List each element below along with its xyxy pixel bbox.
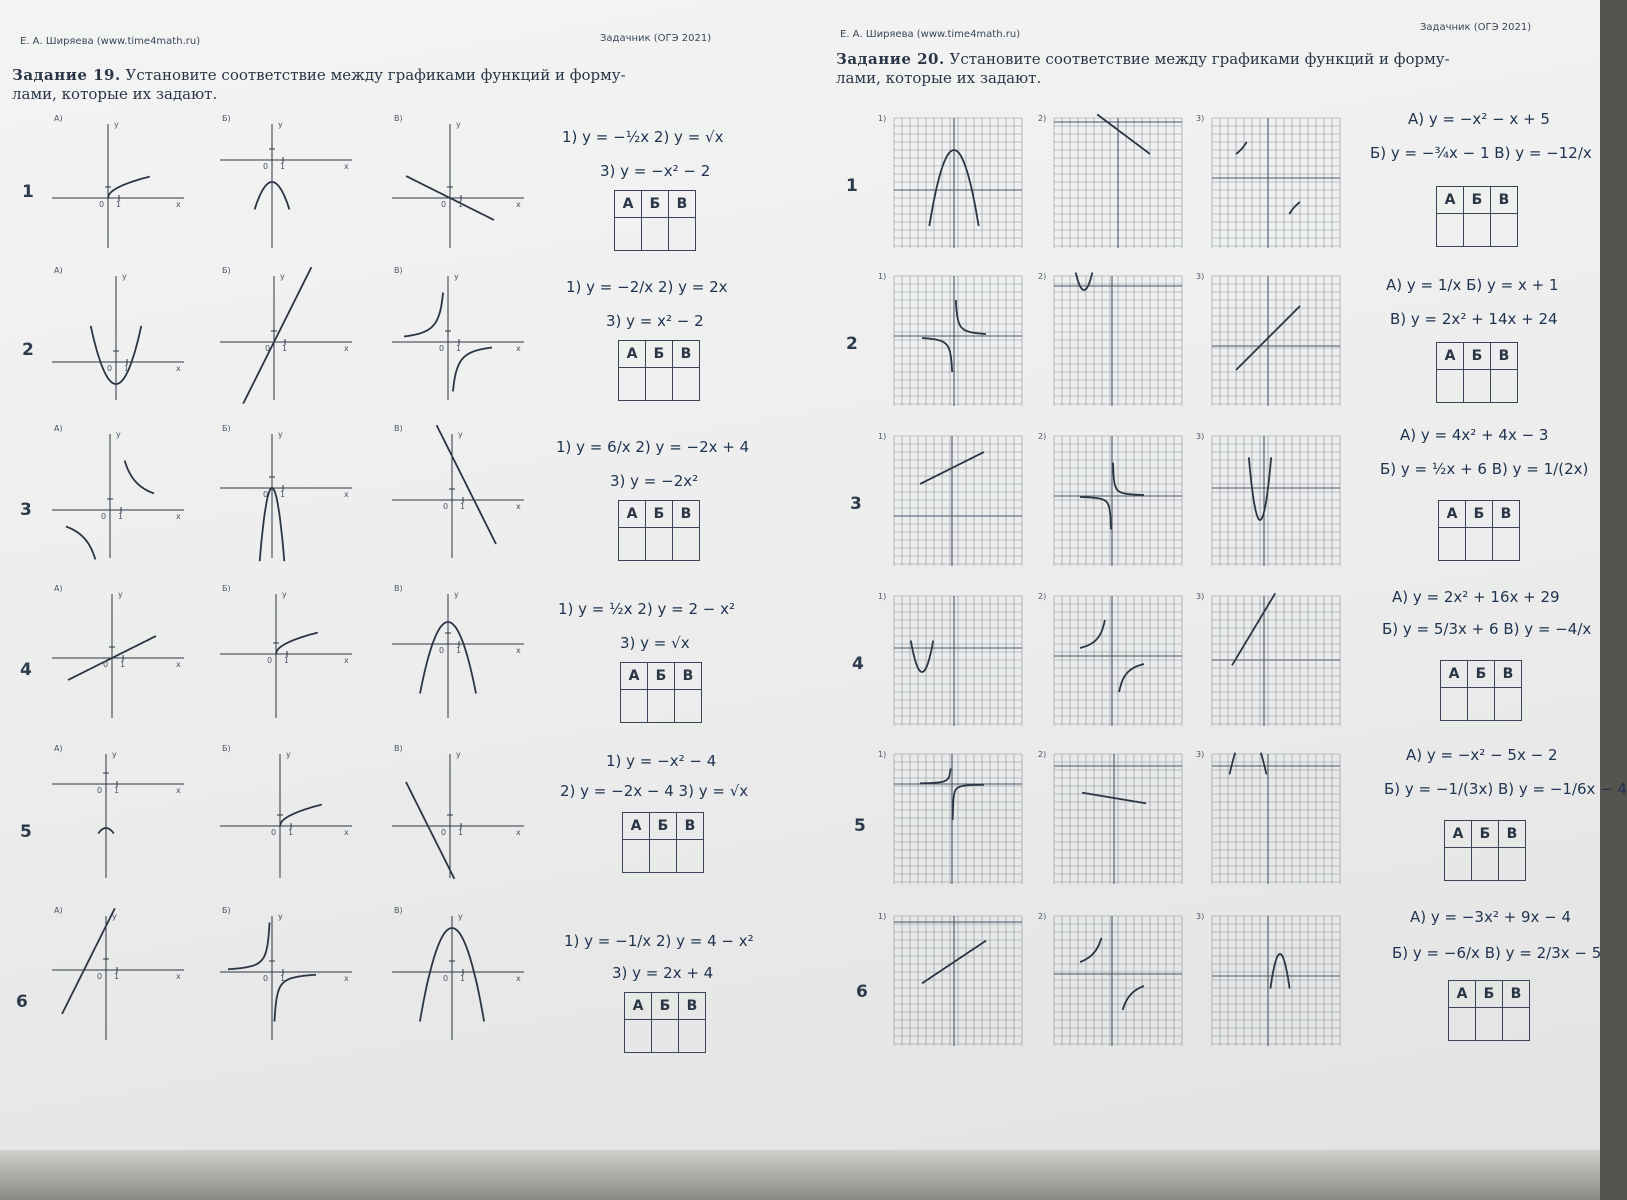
answer-cell[interactable] [1495, 688, 1522, 721]
answer-table [1436, 342, 1518, 403]
origin-label: 0 [97, 972, 103, 981]
function-graph [1054, 596, 1182, 726]
panel-label: А) [54, 114, 63, 123]
panel-label: В) [394, 114, 403, 123]
answer-table [618, 500, 700, 561]
answer-cell[interactable] [1503, 1008, 1530, 1041]
answer-table [624, 992, 706, 1053]
function-graph [1212, 596, 1340, 726]
function-graph [392, 910, 524, 1040]
answer-header-v: В [673, 501, 700, 528]
answer-header-b: Б [646, 501, 673, 528]
answer-header-b: Б [642, 191, 669, 218]
answer-header-v: В [677, 813, 704, 840]
row-number: 5 [854, 816, 866, 836]
unit-label: 1 [124, 364, 130, 373]
answer-header-b: Б [648, 663, 675, 690]
task19-title [12, 66, 626, 104]
row-number: 2 [846, 334, 858, 354]
answer-cell[interactable] [1445, 848, 1472, 881]
origin-label: 0 [97, 786, 103, 795]
y-axis-label: y [280, 272, 285, 281]
function-graph [894, 276, 1022, 406]
function-curve [243, 267, 311, 403]
function-curve [953, 785, 984, 820]
function-curve [437, 425, 496, 544]
y-axis-label: y [112, 912, 117, 921]
y-axis-label: y [454, 272, 459, 281]
panel-label: 3) [1196, 432, 1205, 441]
task19-label: Задание 19. [12, 66, 121, 84]
answer-table [622, 812, 704, 873]
y-axis-label: y [278, 912, 283, 921]
formula-line: 1) y = 6/x 2) y = −2x + 4 [556, 438, 750, 456]
row-number: 4 [20, 660, 32, 680]
formula-line: А) y = −x² − 5x − 2 [1406, 746, 1558, 764]
answer-header-b: Б [1472, 821, 1499, 848]
unit-label: 1 [118, 512, 124, 521]
answer-cell[interactable] [646, 528, 673, 561]
panel-label: 2) [1038, 114, 1047, 123]
y-axis-label: y [456, 750, 461, 759]
row-number: 1 [22, 182, 34, 202]
unit-label: 1 [116, 200, 122, 209]
x-axis-label: x [516, 344, 521, 353]
panel-label: 1) [878, 272, 887, 281]
x-axis-label: x [516, 974, 521, 983]
answer-cell[interactable] [646, 368, 673, 401]
origin-label: 0 [439, 646, 445, 655]
answer-header-v: В [1495, 661, 1522, 688]
panel-label: 1) [878, 750, 887, 759]
y-axis-label: y [116, 430, 121, 439]
answer-header-a: А [615, 191, 642, 218]
task20-label: Задание 20. [836, 50, 945, 68]
x-axis-label: x [344, 828, 349, 837]
answer-header-a: А [1449, 981, 1476, 1008]
function-graph [220, 428, 352, 558]
function-graph [392, 270, 524, 400]
y-axis-label: y [278, 120, 283, 129]
origin-label: 0 [439, 344, 445, 353]
panel-label: В) [394, 584, 403, 593]
origin-label: 0 [107, 364, 113, 373]
answer-header-a: А [625, 993, 652, 1020]
answer-cell[interactable] [1439, 528, 1466, 561]
answer-cell[interactable] [650, 840, 677, 873]
function-graph [392, 118, 524, 248]
x-axis-label: x [516, 646, 521, 655]
function-graph [220, 118, 352, 248]
y-axis-label: y [122, 272, 127, 281]
answer-header-v: В [1493, 501, 1520, 528]
origin-label: 0 [271, 828, 277, 837]
panel-label: 3) [1196, 114, 1205, 123]
function-graph [894, 754, 1022, 884]
function-graph [392, 748, 524, 878]
panel-label: 1) [878, 912, 887, 921]
row-number: 2 [22, 340, 34, 360]
row-number: 5 [20, 822, 32, 842]
x-axis-label: x [344, 974, 349, 983]
function-graph [392, 428, 524, 558]
panel-label: 2) [1038, 912, 1047, 921]
x-axis-label: x [344, 656, 349, 665]
formula-line: А) y = −3x² + 9x − 4 [1410, 908, 1572, 926]
function-graph [52, 118, 184, 248]
task20-title [836, 50, 1450, 88]
answer-cell[interactable] [642, 218, 669, 251]
unit-label: 1 [114, 972, 120, 981]
answer-header-b: Б [652, 993, 679, 1020]
function-graph [52, 588, 184, 718]
function-curve [280, 805, 322, 826]
function-curve [920, 769, 951, 784]
panel-label: Б) [222, 744, 231, 753]
answer-table [1438, 500, 1520, 561]
function-graph [1212, 118, 1340, 248]
answer-header-v: В [1503, 981, 1530, 1008]
origin-label: 0 [263, 162, 269, 171]
unit-label: 1 [120, 660, 126, 669]
answer-header-v: В [1491, 343, 1518, 370]
function-curve [911, 641, 933, 672]
answer-table [1440, 660, 1522, 721]
right-source: Задачник (ОГЭ 2021) [1420, 22, 1532, 33]
answer-cell[interactable] [1464, 370, 1491, 403]
origin-label: 0 [263, 490, 269, 499]
task19-text: Установите соответствие между графиками функций и форму- [125, 66, 626, 84]
panel-label: А) [54, 906, 63, 915]
left-source: Задачник (ОГЭ 2021) [600, 33, 712, 44]
function-curve [1080, 497, 1111, 529]
x-axis-label: x [344, 344, 349, 353]
formula-line: 3) y = 2x + 4 [612, 964, 714, 982]
answer-header-a: А [1441, 661, 1468, 688]
left-author: Е. А. Ширяева (www.time4math.ru) [20, 36, 201, 47]
unit-label: 1 [280, 974, 286, 983]
answer-header-v: В [679, 993, 706, 1020]
function-curve [276, 633, 318, 654]
answer-table [614, 190, 696, 251]
answer-header-a: А [1439, 501, 1466, 528]
panel-label: 1) [878, 432, 887, 441]
answer-cell[interactable] [648, 690, 675, 723]
formula-line: Б) y = −¾x − 1 В) y = −12/x [1370, 144, 1592, 162]
y-axis-label: y [286, 750, 291, 759]
answer-cell[interactable] [1437, 370, 1464, 403]
function-graph [220, 910, 352, 1040]
unit-label: 1 [460, 974, 466, 983]
panel-label: 3) [1196, 912, 1205, 921]
formula-line: 3) y = x² − 2 [606, 312, 704, 330]
function-curve [956, 300, 986, 334]
y-axis-label: y [278, 430, 283, 439]
formula-line: 2) y = −2x − 4 3) y = √x [560, 782, 749, 800]
function-graph [1054, 916, 1182, 1046]
formula-line: 1) y = −x² − 4 [606, 752, 717, 770]
function-curve [1080, 938, 1101, 962]
origin-label: 0 [265, 344, 271, 353]
y-axis-label: y [454, 590, 459, 599]
formula-line: Б) y = −6/x В) y = 2/3x − 5 [1392, 944, 1602, 962]
answer-cell[interactable] [675, 690, 702, 723]
function-graph [220, 748, 352, 878]
function-graph [220, 270, 352, 400]
row-number: 1 [846, 176, 858, 196]
formula-line: А) y = −x² − x + 5 [1408, 110, 1550, 128]
unit-label: 1 [458, 200, 464, 209]
answer-header-b: Б [650, 813, 677, 840]
function-curve [1289, 202, 1300, 214]
x-axis-label: x [516, 200, 521, 209]
answer-header-b: Б [1464, 187, 1491, 214]
function-graph [52, 748, 184, 878]
right-author: Е. А. Ширяева (www.time4math.ru) [840, 29, 1021, 40]
x-axis-label: x [516, 502, 521, 511]
task20-text: Установите соответствие между графиками функций и форму- [949, 50, 1450, 68]
answer-header-a: А [619, 501, 646, 528]
answer-header-a: А [1437, 187, 1464, 214]
formula-line: А) y = 1/x Б) y = x + 1 [1386, 276, 1559, 294]
panel-label: А) [54, 744, 63, 753]
unit-label: 1 [460, 502, 466, 511]
row-number: 6 [16, 992, 28, 1012]
unit-label: 1 [280, 490, 286, 499]
panel-label: 2) [1038, 432, 1047, 441]
function-graph [1212, 754, 1340, 884]
answer-cell[interactable] [621, 690, 648, 723]
answer-cell[interactable] [1449, 1008, 1476, 1041]
answer-cell[interactable] [1441, 688, 1468, 721]
function-curve [1113, 463, 1144, 495]
answer-header-a: А [1437, 343, 1464, 370]
answer-cell[interactable] [1464, 214, 1491, 247]
panel-label: Б) [222, 424, 231, 433]
function-graph [894, 916, 1022, 1046]
formula-line: Б) y = ½x + 6 В) y = 1/(2x) [1380, 460, 1589, 478]
formula-line: 3) y = √x [620, 634, 690, 652]
formula-line: Б) y = 5/3x + 6 В) y = −4/x [1382, 620, 1592, 638]
answer-cell[interactable] [673, 528, 700, 561]
answer-header-b: Б [1466, 501, 1493, 528]
panel-label: А) [54, 584, 63, 593]
answer-header-a: А [623, 813, 650, 840]
answer-table [618, 340, 700, 401]
answer-cell[interactable] [1491, 370, 1518, 403]
answer-cell[interactable] [625, 1020, 652, 1053]
function-curve [404, 293, 443, 337]
function-curve [453, 348, 492, 392]
answer-cell[interactable] [1437, 214, 1464, 247]
function-graph [894, 596, 1022, 726]
panel-label: В) [394, 266, 403, 275]
answer-cell[interactable] [619, 528, 646, 561]
origin-label: 0 [443, 502, 449, 511]
answer-cell[interactable] [1491, 214, 1518, 247]
panel-label: Б) [222, 584, 231, 593]
answer-cell[interactable] [652, 1020, 679, 1053]
unit-label: 1 [288, 828, 294, 837]
answer-header-v: В [1491, 187, 1518, 214]
answer-cell[interactable] [615, 218, 642, 251]
row-number: 3 [20, 500, 32, 520]
unit-label: 1 [280, 162, 286, 171]
x-axis-label: x [344, 162, 349, 171]
function-curve [62, 908, 115, 1014]
panel-label: 3) [1196, 272, 1205, 281]
unit-label: 1 [456, 344, 462, 353]
x-axis-label: x [176, 972, 181, 981]
answer-cell[interactable] [673, 368, 700, 401]
panel-label: Б) [222, 266, 231, 275]
origin-label: 0 [443, 974, 449, 983]
y-axis-label: y [282, 590, 287, 599]
formula-line: В) y = 2x² + 14x + 24 [1390, 310, 1558, 328]
formula-line: А) y = 2x² + 16x + 29 [1392, 588, 1560, 606]
panel-label: В) [394, 906, 403, 915]
function-graph [1212, 916, 1340, 1046]
panel-label: 1) [878, 592, 887, 601]
answer-header-b: Б [1464, 343, 1491, 370]
answer-cell[interactable] [1476, 1008, 1503, 1041]
panel-label: А) [54, 266, 63, 275]
y-axis-label: y [458, 912, 463, 921]
answer-cell[interactable] [679, 1020, 706, 1053]
panel-label: А) [54, 424, 63, 433]
answer-header-b: Б [1476, 981, 1503, 1008]
answer-cell[interactable] [1472, 848, 1499, 881]
answer-table [1444, 820, 1526, 881]
formula-line: 1) y = −1/x 2) y = 4 − x² [564, 932, 754, 950]
formula-line: 3) y = −2x² [610, 472, 699, 490]
panel-label: 3) [1196, 592, 1205, 601]
formula-line: 1) y = −½x 2) y = √x [562, 128, 724, 146]
answer-header-v: В [673, 341, 700, 368]
function-graph [52, 270, 184, 400]
origin-label: 0 [99, 200, 105, 209]
x-axis-label: x [176, 364, 181, 373]
origin-label: 0 [103, 660, 109, 669]
panel-label: 3) [1196, 750, 1205, 759]
function-graph [894, 118, 1022, 248]
unit-label: 1 [284, 656, 290, 665]
origin-label: 0 [101, 512, 107, 521]
function-graph [1212, 436, 1340, 566]
function-graph [1054, 276, 1182, 406]
answer-cell[interactable] [1493, 528, 1520, 561]
function-curve [228, 923, 270, 970]
answer-cell[interactable] [1466, 528, 1493, 561]
function-graph [52, 428, 184, 558]
origin-label: 0 [263, 974, 269, 983]
answer-header-v: В [669, 191, 696, 218]
origin-label: 0 [441, 828, 447, 837]
unit-label: 1 [114, 786, 120, 795]
x-axis-label: x [176, 786, 181, 795]
panel-label: 1) [878, 114, 887, 123]
answer-table [1448, 980, 1530, 1041]
panel-label: В) [394, 744, 403, 753]
task20-text-2: лами, которые их задают. [836, 69, 1042, 87]
x-axis-label: x [176, 660, 181, 669]
x-axis-label: x [344, 490, 349, 499]
function-graph [1212, 276, 1340, 406]
row-number: 4 [852, 654, 864, 674]
function-curve [1230, 753, 1267, 775]
unit-label: 1 [282, 344, 288, 353]
formula-line: 1) y = ½x 2) y = 2 − x² [558, 600, 736, 618]
answer-cell[interactable] [623, 840, 650, 873]
y-axis-label: y [114, 120, 119, 129]
origin-label: 0 [441, 200, 447, 209]
answer-table [620, 662, 702, 723]
panel-label: В) [394, 424, 403, 433]
formula-line: 3) y = −x² − 2 [600, 162, 711, 180]
unit-label: 1 [456, 646, 462, 655]
y-axis-label: y [118, 590, 123, 599]
answer-cell[interactable] [669, 218, 696, 251]
answer-header-a: А [621, 663, 648, 690]
answer-cell[interactable] [1499, 848, 1526, 881]
answer-cell[interactable] [619, 368, 646, 401]
function-graph [1054, 436, 1182, 566]
y-axis-label: y [112, 750, 117, 759]
function-curve [125, 461, 154, 494]
answer-cell[interactable] [677, 840, 704, 873]
function-curve [66, 527, 95, 560]
y-axis-label: y [456, 120, 461, 129]
answer-header-b: Б [646, 341, 673, 368]
panel-label: Б) [222, 906, 231, 915]
function-curve [1236, 142, 1247, 154]
answer-header-a: А [619, 341, 646, 368]
panel-label: 2) [1038, 592, 1047, 601]
formula-line: Б) y = −1/(3x) В) y = −1/6x − 4 [1384, 780, 1627, 798]
page-shadow [0, 1150, 1600, 1200]
answer-header-a: А [1445, 821, 1472, 848]
panel-label: 2) [1038, 750, 1047, 759]
function-curve [108, 177, 150, 198]
panel-label: 2) [1038, 272, 1047, 281]
function-curve [922, 338, 952, 372]
answer-header-v: В [675, 663, 702, 690]
formula-line: 1) y = −2/x 2) y = 2x [566, 278, 728, 296]
unit-label: 1 [458, 828, 464, 837]
function-curve [406, 782, 454, 879]
row-number: 6 [856, 982, 868, 1002]
task19-text-2: лами, которые их задают. [12, 85, 218, 103]
x-axis-label: x [516, 828, 521, 837]
x-axis-label: x [176, 200, 181, 209]
x-axis-label: x [176, 512, 181, 521]
function-graph [1054, 118, 1182, 248]
origin-label: 0 [267, 656, 273, 665]
panel-label: Б) [222, 114, 231, 123]
function-graph [1054, 754, 1182, 884]
answer-header-v: В [1499, 821, 1526, 848]
formula-line: А) y = 4x² + 4x − 3 [1400, 426, 1549, 444]
y-axis-label: y [458, 430, 463, 439]
function-curve [1270, 954, 1289, 989]
answer-cell[interactable] [1468, 688, 1495, 721]
function-graph [220, 588, 352, 718]
answer-header-b: Б [1468, 661, 1495, 688]
answer-table [1436, 186, 1518, 247]
function-graph [894, 436, 1022, 566]
row-number: 3 [850, 494, 862, 514]
